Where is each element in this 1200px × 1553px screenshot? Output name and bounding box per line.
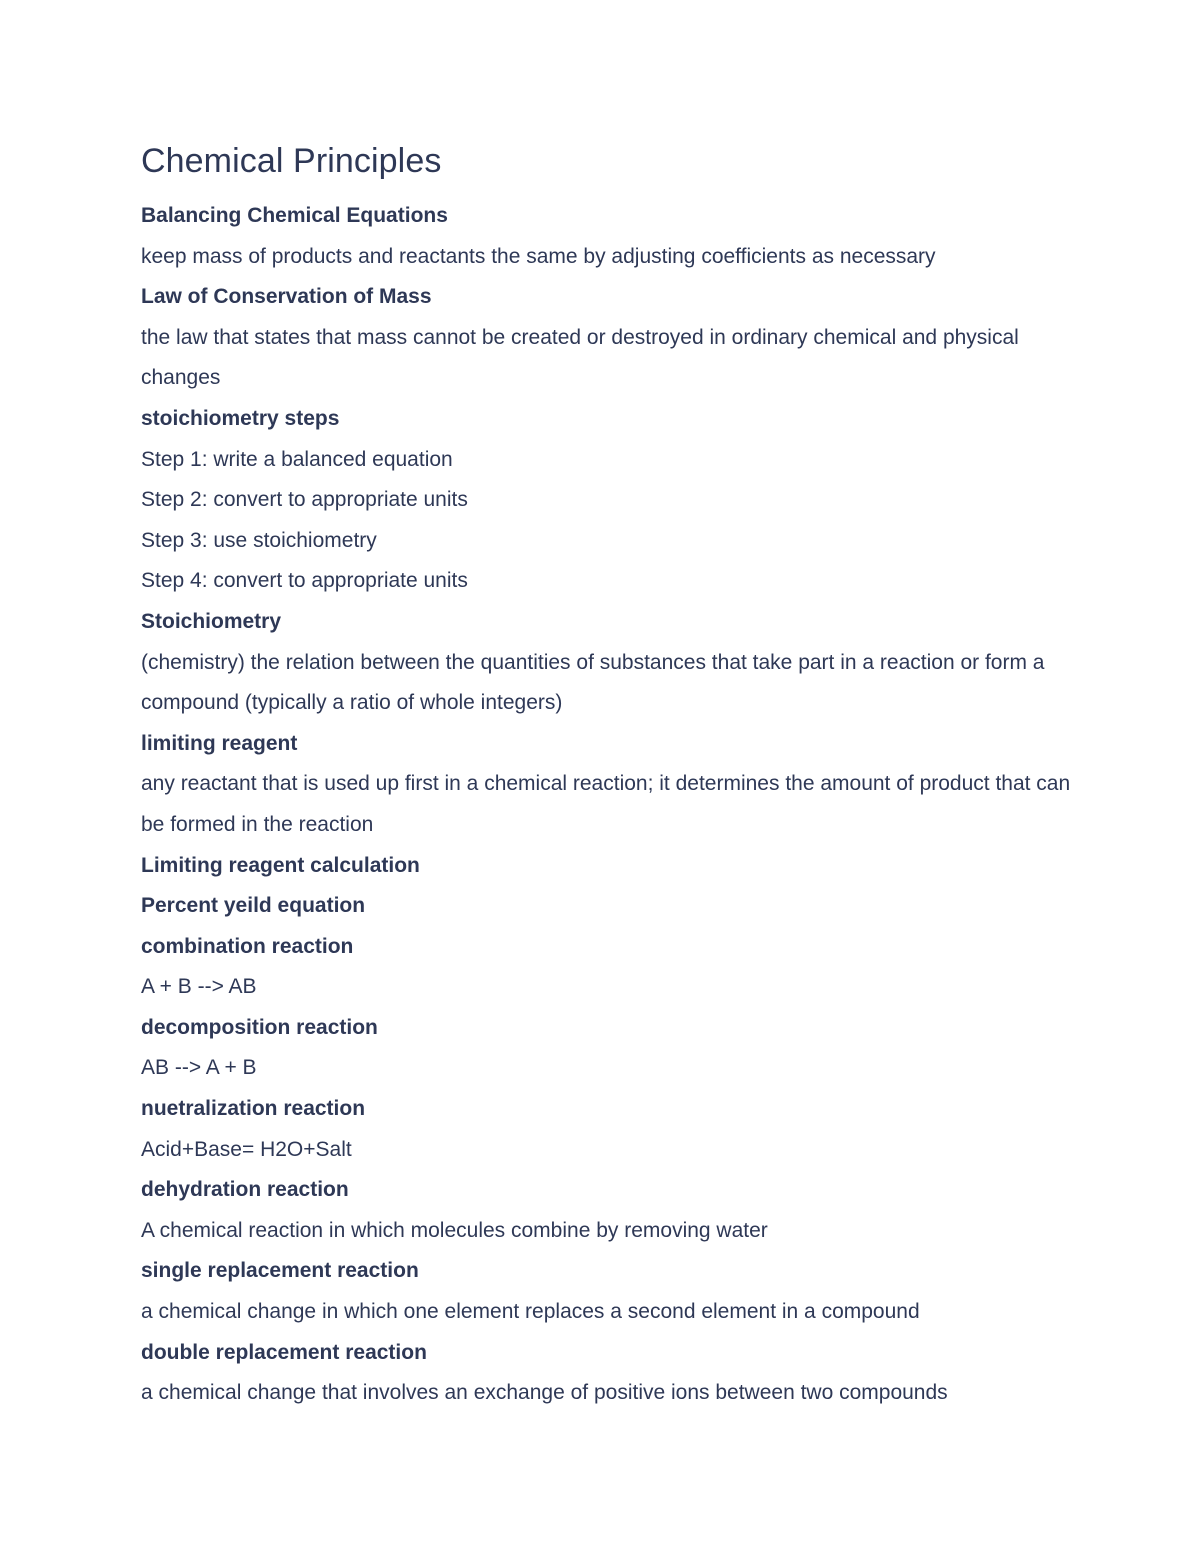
term-heading: Stoichiometry <box>141 609 282 633</box>
term-heading: nuetralization reaction <box>141 1097 366 1121</box>
term-heading: single replacement reaction <box>141 1259 419 1283</box>
term-definition: Acid+Base= H2O+Salt <box>141 1137 352 1161</box>
term-definition: any reactant that is used up first in a chemical reaction; it determines the amount of product that can be formed in the reaction <box>141 772 1071 836</box>
term-definition: A chemical reaction in which molecules combine by removing water <box>141 1218 768 1242</box>
term-definition: (chemistry) the relation between the quantities of substances that take part in a reaction or form a compound (typically a ratio of whole integers) <box>141 650 1045 715</box>
term-heading: limiting reagent <box>141 731 298 755</box>
page-title: Chemical Principles <box>141 142 442 180</box>
term-definition: keep mass of products and reactants the same by adjusting coefficients as necessary <box>141 244 936 268</box>
term-heading: dehydration reaction <box>141 1178 349 1202</box>
term-heading: Balancing Chemical Equations <box>141 204 448 227</box>
term-definition-step: Step 3: use stoichiometry <box>141 528 377 552</box>
term-definition: A + B --> AB <box>141 975 257 999</box>
term-definition: AB --> A + B <box>141 1056 257 1080</box>
term-definition: a chemical change that involves an exchange of positive ions between two compounds <box>141 1381 948 1405</box>
term-heading: decomposition reaction <box>141 1015 378 1039</box>
term-definition: a chemical change in which one element replaces a second element in a compound <box>141 1300 920 1324</box>
term-definition-step: Step 4: convert to appropriate units <box>141 569 468 593</box>
term-definition: the law that states that mass cannot be created or destroyed in ordinary chemical and physical changes <box>141 325 1019 390</box>
term-heading: Law of Conservation of Mass <box>141 285 432 309</box>
term-heading: combination reaction <box>141 934 354 958</box>
term-heading: stoichiometry steps <box>141 406 340 430</box>
term-definition-step: Step 2: convert to appropriate units <box>141 488 468 512</box>
term-heading: Percent yeild equation <box>141 894 366 918</box>
term-definition-step: Step 1: write a balanced equation <box>141 447 453 471</box>
term-heading: double replacement reaction <box>141 1340 427 1364</box>
document-page <box>141 138 1071 1414</box>
term-heading: Limiting reagent calculation <box>141 853 420 877</box>
